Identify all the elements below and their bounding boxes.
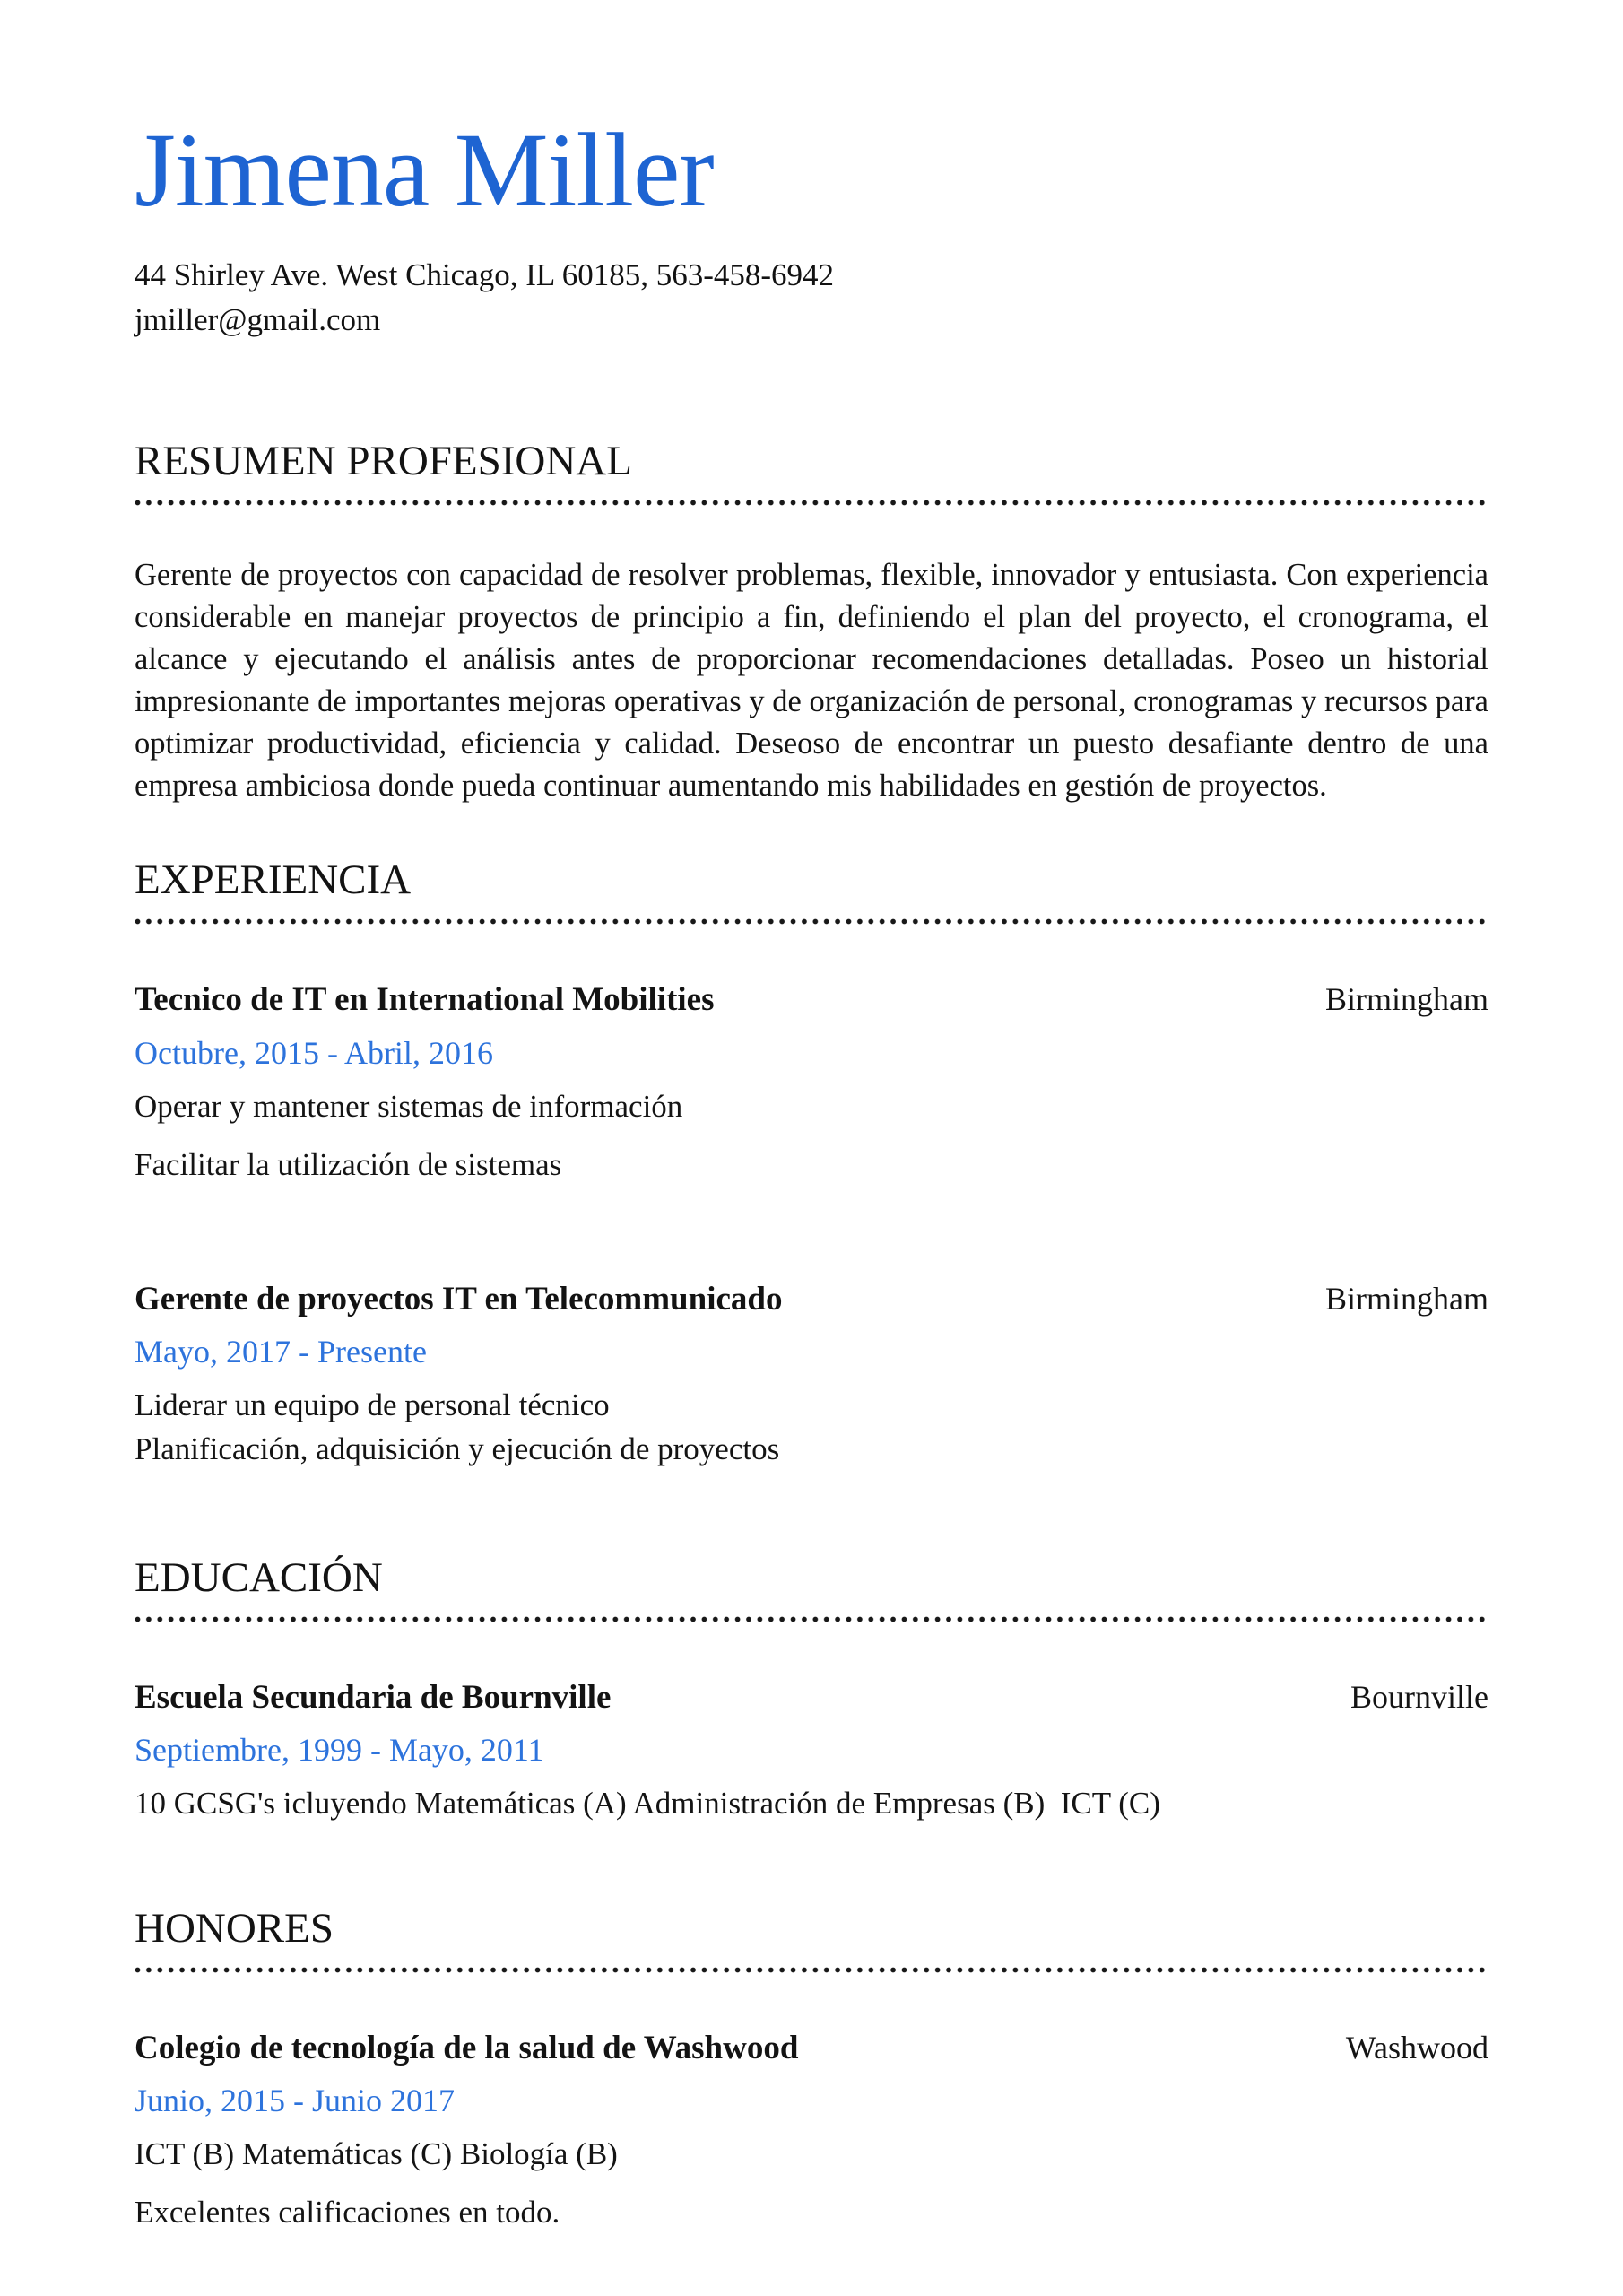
honor-entry-header <box>135 2029 1488 2068</box>
honors-section-title: HONORES <box>135 1905 334 1952</box>
school-entry-header <box>135 1678 1488 1718</box>
job-entry <box>135 1280 1488 1471</box>
job-description-line: Planificación, adquisición y ejecución de proyectos <box>135 1431 780 1466</box>
school-name: Escuela Secundaria de Bournville <box>135 1678 612 1716</box>
education-section-title: EDUCACIÓN <box>135 1553 383 1601</box>
school-dates: Septiembre, 1999 - Mayo, 2011 <box>135 1732 544 1769</box>
job-description-line: Operar y mantener sistemas de información <box>135 1088 683 1124</box>
summary-section-title: RESUMEN PROFESIONAL <box>135 438 632 485</box>
resume-header <box>135 111 1488 342</box>
dotted-divider <box>135 1616 1488 1622</box>
honor-dates: Junio, 2015 - Junio 2017 <box>135 2083 456 2119</box>
dotted-divider <box>135 1967 1488 1973</box>
honor-description-line: ICT (B) Matemáticas (C) Biología (B) <box>135 2136 618 2172</box>
honor-description-line: Excelentes calificaciones en todo. <box>135 2195 560 2231</box>
dotted-divider <box>135 918 1488 925</box>
section-experience <box>135 856 1488 1470</box>
job-description-line: Facilitar la utilización de sistemas <box>135 1146 562 1182</box>
section-honors <box>135 1904 1488 2234</box>
job-entry-header <box>135 980 1488 1020</box>
job-entry-header <box>135 1280 1488 1319</box>
school-entry <box>135 1678 1488 1825</box>
job-entry <box>135 980 1488 1186</box>
job-dates: Mayo, 2017 - Presente <box>135 1333 427 1370</box>
section-education <box>135 1553 1488 1825</box>
school-description-line: 10 GCSG's icluyendo Matemáticas (A) Administración de Empresas (B) ICT (C) <box>135 1786 1160 1822</box>
school-location: Bournville <box>1350 1678 1488 1715</box>
contact-info <box>135 253 1488 342</box>
job-role: Tecnico de IT en International Mobilities <box>135 981 715 1019</box>
honor-entry <box>135 2029 1488 2234</box>
person-name: Jimena Miller <box>135 111 714 229</box>
job-location: Birmingham <box>1325 1280 1488 1317</box>
job-dates: Octubre, 2015 - Abril, 2016 <box>135 1034 493 1071</box>
address-line: 44 Shirley Ave. West Chicago, IL 60185, 563-458-6942 <box>135 257 835 292</box>
honor-name: Colegio de tecnología de la salud de Washwood <box>135 2030 799 2067</box>
job-description-line: Liderar un equipo de personal técnico <box>135 1387 610 1422</box>
email-text: jmiller@gmail.com <box>135 301 381 337</box>
honor-location: Washwood <box>1345 2030 1488 2066</box>
dotted-divider <box>135 500 1488 506</box>
summary-paragraph: Gerente de proyectos con capacidad de resolver problemas, flexible, innovador y entusiasta. Con experiencia considerable en manejar proyectos de principio a fin, definiendo el plan del proyecto, el cronograma, el alcance y ejecutando el análisis antes de proporcionar recomendaciones detalladas. Poseo un historial impresionante de importantes mejoras operativas y de organización de personal, cronogramas y recursos para optimizar productividad, eficiencia y calidad. Deseoso de encontrar un puesto desafiante dentro de una empresa ambiciosa donde pueda continuar aumentando mis habilidades en gestión de proyectos. <box>135 558 1488 804</box>
experience-section-title: EXPERIENCIA <box>135 857 412 904</box>
section-summary <box>135 437 1488 807</box>
job-role: Gerente de proyectos IT en Telecommunicado <box>135 1280 783 1318</box>
job-location: Birmingham <box>1325 981 1488 1018</box>
